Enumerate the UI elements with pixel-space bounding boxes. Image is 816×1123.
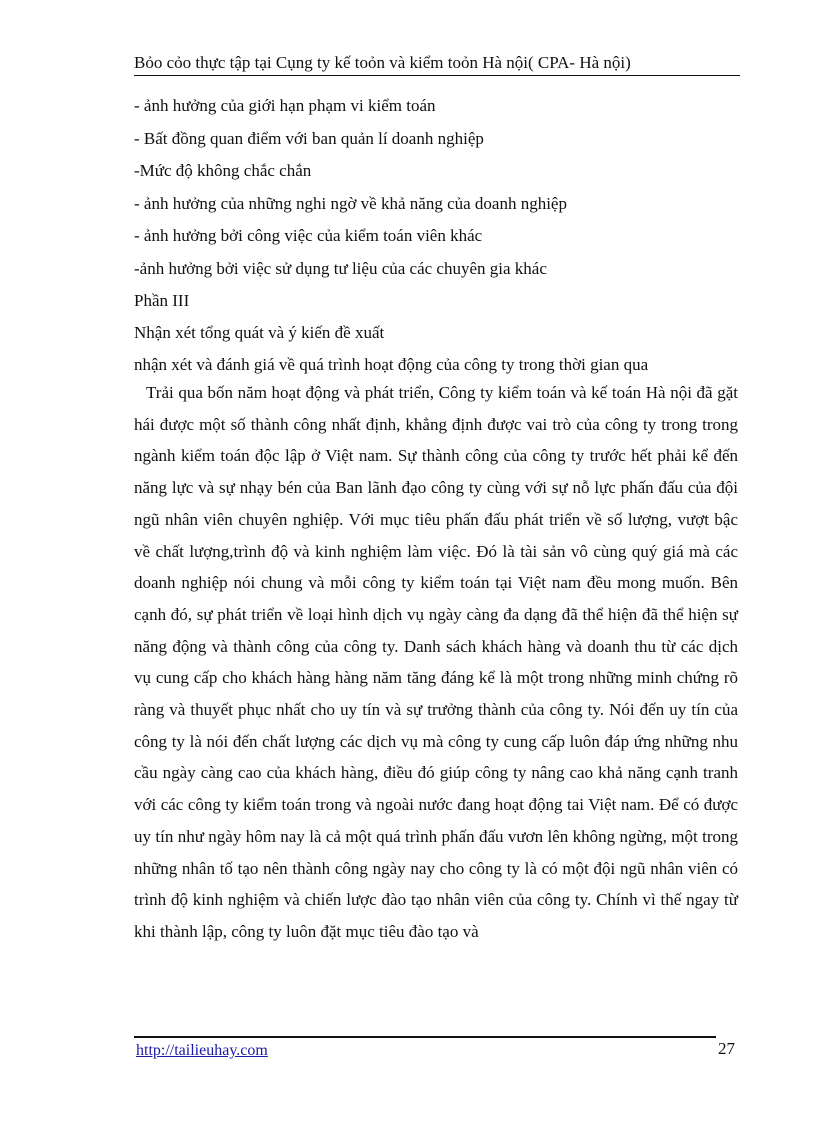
page-header [134,52,740,76]
list-item: - Bất đồng quan điểm với ban quản lí doanh nghiệp [134,128,484,148]
list-item: -ảnh hưởng bởi việc sử dụng tư liệu của các chuyên gia khác [134,258,547,278]
list-item: -Mức độ không chắc chắn [134,161,312,180]
section-subheading: nhận xét và đánh giá về quá trình hoạt động của công ty trong thời gian qua [134,355,649,374]
part-title: Phần III [134,291,190,310]
footer-link[interactable]: http://tailieuhay.com [136,1042,268,1059]
list-item: - ảnh hưởng của giới hạn phạm vi kiểm toán [134,96,436,115]
list-item: - ảnh hưởng của những nghi ngờ về khả năng của doanh nghiệp [134,193,567,213]
header-title: Bỏo cỏo thực tập tại Cụng ty kế toỏn và kiểm toỏn Hà nội( CPA- Hà nội) [134,53,631,72]
bullet-list [134,93,754,288]
section-heading: Nhận xét tổng quát và ý kiến đề xuất [134,323,385,342]
footer-divider [134,1036,716,1038]
body-paragraph: Trải qua bốn năm hoạt động và phát triển, Công ty kiểm toán và kế toán Hà nội đã gặt hái được một số thành công nhất định, khẳng định được vai trò của công ty trong trong ngành kiểm toán độc lập ở Việt nam. Sự thành công của công ty trước hết phải kể đến năng lực và sự nhạy bén của Ban lãnh đạo công ty cùng với sự nỗ lực phấn đấu của đội ngũ nhân viên chuyên nghiệp. Với mục tiêu phấn đấu phát triển về số lượng, vượt bậc về chất lượng,trình độ và kinh nghiệm làm việc. Đó là tài sản vô cùng quý giá mà các doanh nghiệp nói chung và mỗi công ty kiểm toán tại Việt nam đều mong muốn. Bên cạnh đó, sự phát triển về loại hình dịch vụ ngày càng đa dạng đã thể hiện đã thể hiện sự năng động và thành công của công ty. Danh sách khách hàng và doanh thu từ các dịch vụ cung cấp cho khách hàng hàng năm tăng đáng kể là một trong những minh chứng rõ ràng và thuyết phục nhất cho uy tín và sự trưởng thành của công ty. Nói đến uy tín của công ty là nói đến chất lượng các dịch vụ mà công ty cung cấp luôn đáp ứng những nhu cầu ngày càng cao của khách hàng, điều đó giúp công ty nâng cao khả năng cạnh tranh với các công ty kiểm toán trong và ngoài nước đang hoạt động tai Việt nam. Để có được uy tín như ngày hôm nay là cả một quá trình phấn đấu vươn lên không ngừng, một trong những nhân tố tạo nên thành công ngày nay cho công ty là có một đội ngũ nhân viên có trình độ kinh nghiệm và chiến lược đào tạo nhân viên của công ty. Chính vì thế ngay từ khi thành lập, công ty luôn đặt mục tiêu đào tạo và [134,383,738,941]
list-item: - ảnh hưởng bởi công việc của kiểm toán viên khác [134,226,483,245]
page-number: 27 [718,1039,735,1058]
